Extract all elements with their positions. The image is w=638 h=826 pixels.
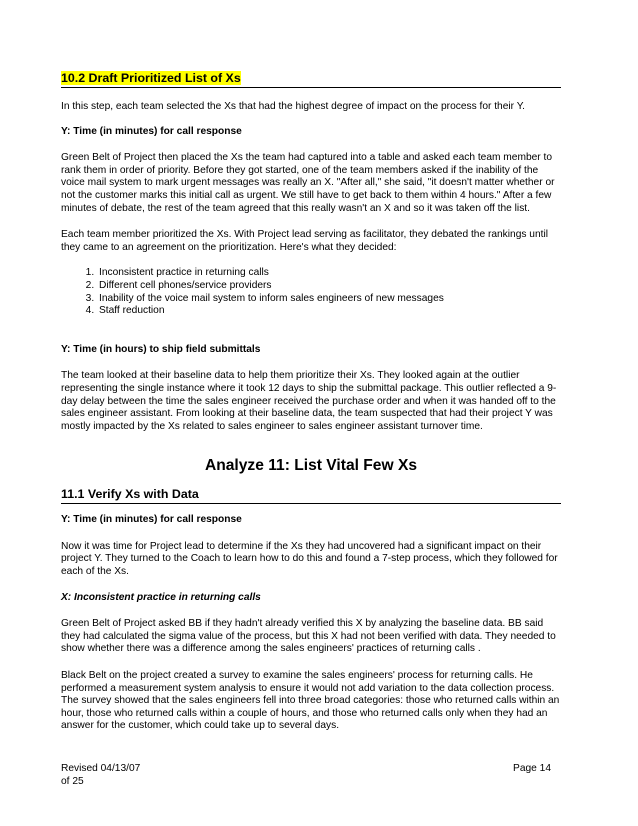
list-item: 3. Inability of the voice mail system to inform sales engineers of new messages	[97, 293, 561, 306]
paragraph-project-lead: Now it was time for Project lead to determine if the Xs they had uncovered had a significant impact on their project Y. They turned to the Coach to learn how to do this and found a 7-step process, which they followed for each of the Xs.	[61, 540, 558, 578]
intro-paragraph: In this step, each team selected the Xs that had the highest degree of impact on the process for their Y.	[61, 101, 526, 112]
paragraph-prioritization: Each team member prioritized the Xs. With Project lead serving as facilitator, they debated the rankings until they came to an agreement on the prioritization. Here's what they decided:	[61, 229, 548, 253]
y-label-ship-submittals: Y: Time (in hours) to ship field submittals	[61, 343, 261, 355]
y-label-call-response-2: Y: Time (in minutes) for call response	[61, 514, 242, 526]
paragraph-bb-verification: Green Belt of Project asked BB if they hadn't already verified this X by analyzing the baseline data. BB said they had calculated the sigma value of the process, but this X had not been verified with data. They needed to show whether there was a difference among the sales engineers' practices of returning calls .	[61, 618, 556, 655]
footer-revised-block	[61, 763, 161, 788]
analyze-title: Analyze 11: List Vital Few Xs	[204, 457, 418, 475]
list-item: 1. Inconsistent practice in returning calls	[97, 267, 561, 280]
paragraph-green-belt: Green Belt of Project then placed the Xs the team had captured into a table and asked each team member to rank them in order of priority. Before they got started, one of the team members asked if the inability of the voice mail system to mark urgent messages was really an X. "After all," she said, "it doesn't matter whether or not the customer marks this initial call as urgent. We still have to get back to them within 4 hours." After a few minutes of debate, the rest of the team agreed that this really wasn't an X and so it was taken off the list.	[61, 152, 555, 214]
paragraph-baseline-data: The team looked at their baseline data to help them prioritize their Xs. They looked again at the outlier representing the single instance where it took 12 days to ship the submittal package. This outlier reflected a 9-day delay between the time the sales engineer received the purchase order and when it was handed off to the sales engineer assistant. From looking at their baseline data, the team suspected that had their project Y was mostly impacted by the Xs related to sales engineer to sales engineer assistant turnover time.	[61, 370, 557, 432]
document-page	[61, 70, 561, 733]
footer-page-number: Page 14	[513, 763, 551, 774]
footer-revised: Revised 04/13/07	[61, 763, 141, 774]
prioritized-xs-list	[61, 267, 561, 317]
paragraph-survey: Black Belt on the project created a survey to examine the sales engineers' process for returning calls. He performed a measurement system analysis to ensure it would not add variation to the data collection process. The survey showed that the sales engineers fell into three broad categories: those who returned calls within an hour, those who returned calls within a couple of hours, and those who returned calls only when they had an answer for the customer, which could take up to several days.	[61, 670, 560, 732]
section-heading-11-1: 11.1 Verify Xs with Data	[61, 486, 561, 504]
section-heading-highlight: 10.2 Draft Prioritized List of Xs	[61, 71, 241, 85]
list-item: 2. Different cell phones/service providers	[97, 280, 561, 293]
section-heading-10-2	[61, 70, 561, 88]
list-item: 4. Staff reduction	[97, 305, 561, 318]
y-label-call-response: Y: Time (in minutes) for call response	[61, 125, 242, 137]
footer-page-total: of 25	[61, 775, 84, 787]
x-label-inconsistent-practice: X: Inconsistent practice in returning calls	[61, 591, 261, 603]
